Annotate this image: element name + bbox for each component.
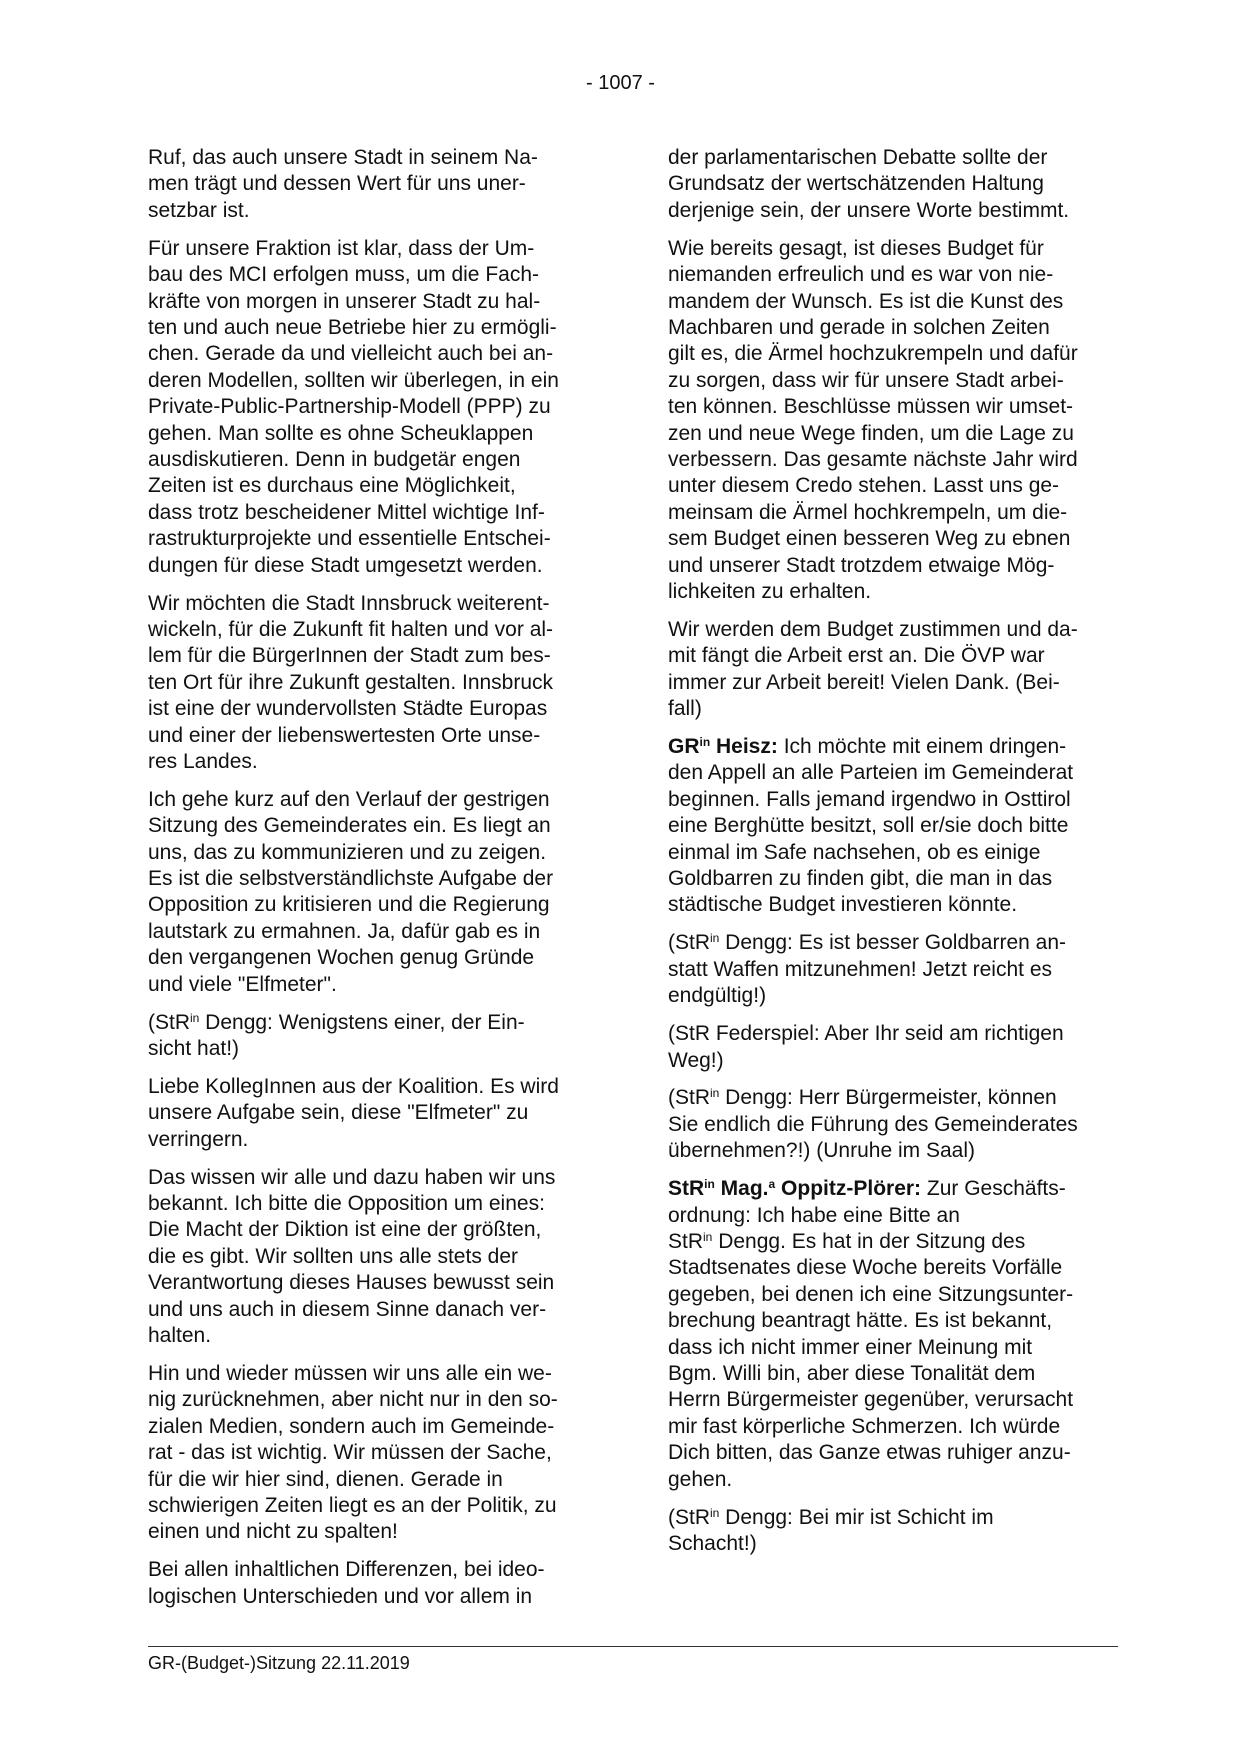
interjection: (StR Federspiel: Aber Ihr seid am richtigen Weg!) <box>668 1022 1064 1072</box>
paragraph: Für unsere Fraktion ist klar, dass der Um- bau des MCI erfolgen muss, um die Fach- kräfte von morgen in unserer Stadt zu hal- ten und auch neue Betriebe hier zu ermögli- chen. Gerade da und vielleicht auch bei an- deren Modellen, sollten wir überlegen, in ein Private-Public-Partnership-Modell (PPP) zu gehen. Man sollte es ohne Scheuklappen ausdiskutieren. Denn in budgetär engen Zeiten ist es durchaus eine Möglichkeit, dass trotz bescheidener Mittel wichtige Inf- rastrukturprojekte und essentielle Entschei- dungen für diese Stadt umgesetzt werden. <box>148 236 559 577</box>
interjection-text: Dengg: Wenigstens einer, der Ein- sicht hat!) <box>148 1010 525 1060</box>
interjection <box>668 1505 1114 1558</box>
left-column <box>148 145 592 1610</box>
gender-superscript: in <box>710 1505 720 1520</box>
right-column <box>668 145 1114 1557</box>
interjection-text: Dengg: Herr Bürgermeister, können Sie endlich die Führung des Gemeinderates übernehmen?!) (Unruhe im Saal) <box>668 1086 1078 1163</box>
paragraph: Hin und wieder müssen wir uns alle ein we- nig zurücknehmen, aber nicht nur in den so- zialen Medien, sondern auch im Gemeinde- rat - das ist wichtig. Wir müssen der Sache, für die wir hier sind, dienen. Gerade in schwierigen Zeiten liegt es an der Politik, zu einen und nicht zu spalten! <box>148 1361 558 1544</box>
speech-text: Ich möchte mit einem dringen- den Appell an alle Parteien im Gemeinderat beginnen. Falls jemand irgendwo in Osttirol eine Berghütte besitzt, soll er/sie doch bitte einmal im Safe nachsehen, ob es einige Goldbarren zu finden gibt, die man in das städtische Budget investieren könnte. <box>668 735 1074 917</box>
gender-superscript: in <box>699 735 711 750</box>
interjection-prefix: (StR <box>668 1086 710 1110</box>
degree-superscript: a <box>768 1177 776 1192</box>
paragraph: Das wissen wir alle und dazu haben wir uns bekannt. Ich bitte die Opposition um eines: Die Macht der Diktion ist eine der größten, die es gibt. Wir sollten uns alle stets der Verantwortung dieses Hauses bewusst sein und uns auch in diesem Sinne danach ver- halten. <box>148 1165 556 1348</box>
speaker-name <box>668 1177 921 1200</box>
footer-session-label: GR-(Budget-)Sitzung 22.11.2019 <box>148 1653 410 1673</box>
paragraph: Bei allen inhaltlichen Differenzen, bei ideo- logischen Unterschieden und vor allem in <box>148 1558 545 1608</box>
paragraph: Liebe KollegInnen aus der Koalition. Es wird unsere Aufgabe sein, diese "Elfmeter" zu verringern. <box>148 1074 559 1151</box>
paragraph: Wir werden dem Budget zustimmen und da- mit fängt die Arbeit erst an. Die ÖVP war immer zur Arbeit bereit! Vielen Dank. (Bei- fall) <box>668 617 1078 721</box>
interjection <box>668 1085 1114 1164</box>
speech-text: Zur Geschäfts- ordnung: Ich habe eine Bitte an StR <box>668 1177 1066 1253</box>
interjection-prefix: (StR <box>668 1505 710 1529</box>
interjection <box>148 1010 592 1063</box>
paragraph: Wir möchten die Stadt Innsbruck weiterent- wickeln, für die Zukunft fit halten und vor al- lem für die BürgerInnen der Stadt zum bes- ten Ort für ihre Zukunft gestalten. Innsbruck ist eine der wundervollsten Städte Europas und einer der liebenswertesten Orte unse- res Landes. <box>148 591 554 773</box>
speech-text: Dengg. Es hat in der Sitzung des Stadtsenates diese Woche bereits Vorfälle gegeben, bei denen ich eine Sitzungsunter- brechung beantragt hätte. Es ist bekannt, dass ich nicht immer einer Meinung mit Bgm. Willi bin, aber diese Tonalität dem Herrn Bürgermeister gegenüber, verursacht mir fast körperliche Schmerzen. Ich würde Dich bitten, das Ganze etwas ruhiger anzu- gehen. <box>668 1229 1074 1491</box>
page-number: - 1007 - <box>586 72 655 94</box>
speaker-title: GR <box>668 735 700 759</box>
speaker-surname: Heisz: <box>710 735 778 759</box>
speaker-degree: Mag. <box>714 1177 769 1201</box>
gender-superscript: in <box>190 1010 200 1025</box>
speaker-surname: Oppitz-Plörer: <box>775 1177 922 1201</box>
paragraph: Wie bereits gesagt, ist dieses Budget für niemanden erfreulich und es war von nie- mandem der Wunsch. Es ist die Kunst des Machbaren und gerade in solchen Zeiten gilt es, die Ärmel hochzukrempeln und dafür zu sorgen, dass wir für unsere Stadt arbei- ten können. Beschlüsse müssen wir umset- zen und neue Wege finden, um die Lage zu verbessern. Das gesamte nächste Jahr wird unter diesem Credo stehen. Lasst uns ge- meinsam die Ärmel hochkrempeln, um die- sem Budget einen besseren Weg zu ebnen und unserer Stadt trotzdem etwaige Mög- lichkeiten zu erhalten. <box>668 236 1078 603</box>
paragraph: Ruf, das auch unsere Stadt in seinem Na- men trägt und dessen Wert für uns uner- setzbar ist. <box>148 146 538 222</box>
speaker-name <box>668 735 778 758</box>
paragraph: Ich gehe kurz auf den Verlauf der gestrigen Sitzung des Gemeinderates ein. Es liegt an uns, das zu kommunizieren und zu zeigen. Es ist die selbstverständlichste Aufgabe der Opposition zu kritisieren und die Regierung lautstark zu ermahnen. Ja, dafür gab es in den vergangenen Wochen genug Gründe und viele "Elfmeter". <box>148 787 554 996</box>
speaker-title: StR <box>668 1177 705 1201</box>
speech-heisz <box>668 734 1114 919</box>
speech-oppitz-ploerer <box>668 1176 1114 1493</box>
interjection-prefix: (StR <box>148 1010 190 1034</box>
paragraph: der parlamentarischen Debatte sollte der Grundsatz der wertschätzenden Haltung derjenige sein, der unsere Worte bestimmt. <box>668 146 1070 222</box>
interjection-text: Dengg: Bei mir ist Schicht im Schacht!) <box>668 1505 994 1555</box>
gender-superscript: in <box>710 931 720 946</box>
interjection-prefix: (StR <box>668 931 710 955</box>
footer-divider <box>148 1646 1118 1647</box>
interjection <box>668 930 1114 1009</box>
gender-superscript: in <box>703 1229 713 1244</box>
gender-superscript: in <box>710 1086 720 1101</box>
gender-superscript: in <box>704 1177 715 1192</box>
interjection-text: Dengg: Es ist besser Goldbarren an- statt Waffen mitzunehmen! Jetzt reicht es endgültig!) <box>668 931 1067 1008</box>
